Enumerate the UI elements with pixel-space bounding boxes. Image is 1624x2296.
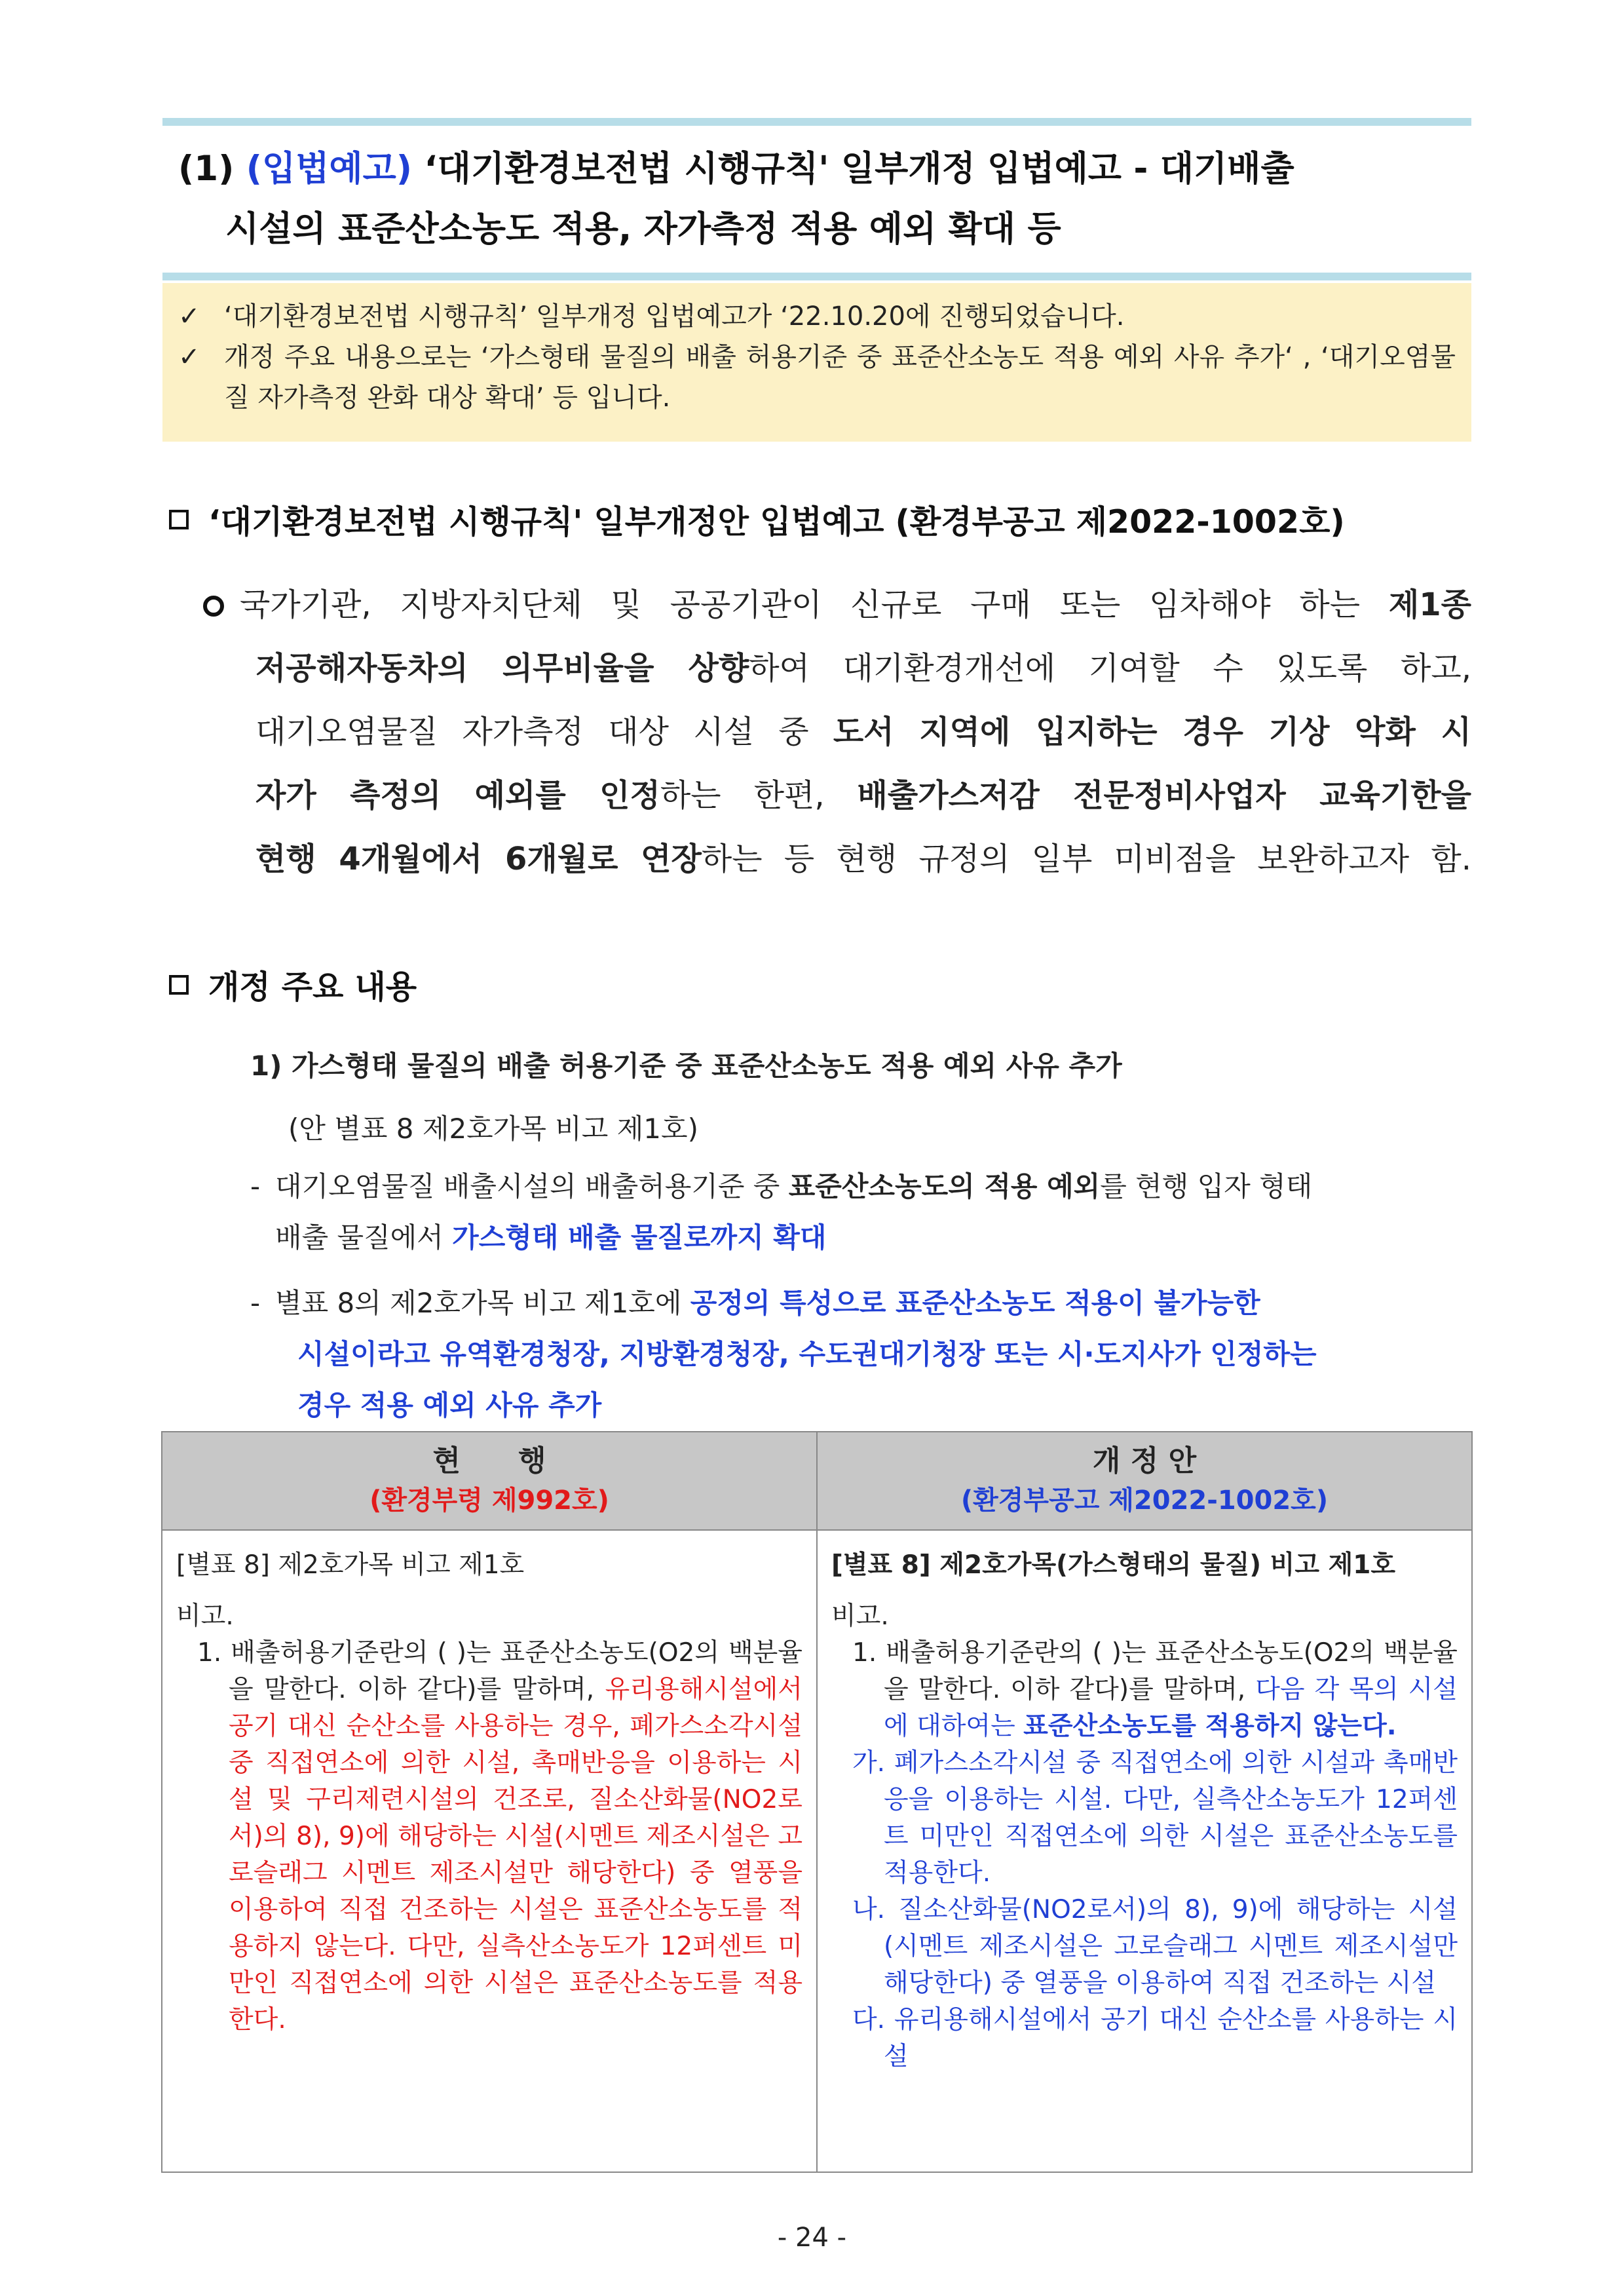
checkmark-icon: ✓ [178, 301, 200, 332]
notice-paragraph: 국가기관, 지방자치단체 및 공공기관이 신규로 구매 또는 임차해야 하는 제1종 저공해자동차의 의무비율을 상향하여 대기환경개선에 기여할 수 있도록 하고, 대기오염물질 자가측정 대상 시설 중 도서 지역에 입지하는 경우 기상 악화 시 자가 측정의 예외를 인정하는 한편, 배출가스저감 전문정비사업자 교육기한을 현행 4개월에서 6개월로 연장하는 등 현행 규정의 일부 미비점을 보완하고자 함. [203, 573, 1471, 891]
change-bullet: - 대기오염물질 배출시설의 배출허용기준 중 표준산소농도의 적용 예외를 현행 입자 형태 배출 물질에서 가스형태 배출 물질로까지 확대 [250, 1170, 1313, 1253]
circle-bullet-icon [203, 596, 224, 617]
title-block [162, 118, 1471, 280]
summary-box [162, 283, 1471, 442]
square-bullet-icon [169, 510, 189, 529]
sub-reference: (안 별표 8 제2호가목 비고 제1호) [288, 1113, 698, 1145]
title-tag: (입법예고) [246, 149, 413, 189]
title-bottom-rule [162, 273, 1471, 280]
section-heading-notice: ‘대기환경보전법 시행규칙' 일부개정안 입법예고 (환경부공고 제2022-1002호) [169, 497, 1345, 543]
title-top-rule [162, 118, 1471, 126]
page-number: - 24 - [777, 2223, 847, 2253]
checkmark-icon: ✓ [178, 342, 200, 372]
table-header-proposed: 개 정 안 (환경부공고 제2022-1002호) [817, 1432, 1472, 1530]
square-bullet-icon [169, 975, 189, 995]
table-header-current: 현 행 (환경부령 제992호) [162, 1432, 817, 1530]
sub-heading: 1) 가스형태 물질의 배출 허용기준 중 표준산소농도 적용 예외 사유 추가 [250, 1050, 1122, 1082]
summary-item: ✓ ‘대기환경보전법 시행규칙’ 일부개정 입법예고가 ‘22.10.20에 진행되었습니다. [178, 296, 1456, 337]
section-heading-changes: 개정 주요 내용 [169, 962, 417, 1008]
comparison-table [161, 1431, 1473, 2173]
table-cell-proposed: [별표 8] 제2호가목(가스형태의 물질) 비고 제1호 비고. 1. 배출허용기준란의 ( )는 표준산소농도(O2의 백분율을 말한다. 이하 같다)를 말하며, 다음 각 목의 시설에 대하여는 표준산소농도를 적용하지 않는다. 가. 폐가스소각시설 중 직접연소에 의한 시설과 촉매반응을 이용하는 시설. 다만, 실측산소농도가 12퍼센트 미만인 직접연소에 의한 시설은 표준산소농도를 적용한다. 나. 질소산화물(NO2로서)의 8), 9)에 해당하는 시설(시멘트 제조시설은 고로슬래그 시멘트 제조시설만 해당한다) 중 열풍을 이용하여 직접 건조하는 시설 다. 유리용해시설에서 공기 대신 순산소를 사용하는 시설 [817, 1530, 1472, 2172]
page-title: (1) (입법예고) ‘대기환경보전법 시행규칙' 일부개정 입법예고 - 대기배출 시설의 표준산소농도 적용, 자가측정 적용 예외 확대 등 [178, 149, 1294, 249]
change-bullet: - 별표 8의 제2호가목 비고 제1호에 공정의 특성으로 표준산소농도 적용이 불가능한 시설이라고 유역환경청장, 지방환경청장, 수도권대기청장 또는 시·도지사가 인정하는 경우 적용 예외 사유 추가 [250, 1287, 1317, 1421]
summary-item: ✓ 개정 주요 내용으로는 ‘가스형태 물질의 배출 허용기준 중 표준산소농도 적용 예외 사유 추가‘ , ‘대기오염물질 자가측정 완화 대상 확대’ 등 입니다. [178, 337, 1456, 418]
table-cell-current: [별표 8] 제2호가목 비고 제1호 비고. 1. 배출허용기준란의 ( )는 표준산소농도(O2의 백분율을 말한다. 이하 같다)를 말하며, 유리용해시설에서 공기 대신 순산소를 사용하는 경우, 폐가스소각시설 중 직접연소에 의한 시설, 촉매반응을 이용하는 시설 및 구리제련시설의 건조로, 질소산화물(NO2로서)의 8), 9)에 해당하는 시설(시멘트 제조시설은 고로슬래그 시멘트 제조시설만 해당한다) 중 열풍을 이용하여 직접 건조하는 시설은 표준산소농도를 적용하지 않는다. 다만, 실측산소농도가 12퍼센트 미만인 직접연소에 의한 시설은 표준산소농도를 적용한다. [162, 1530, 817, 2172]
